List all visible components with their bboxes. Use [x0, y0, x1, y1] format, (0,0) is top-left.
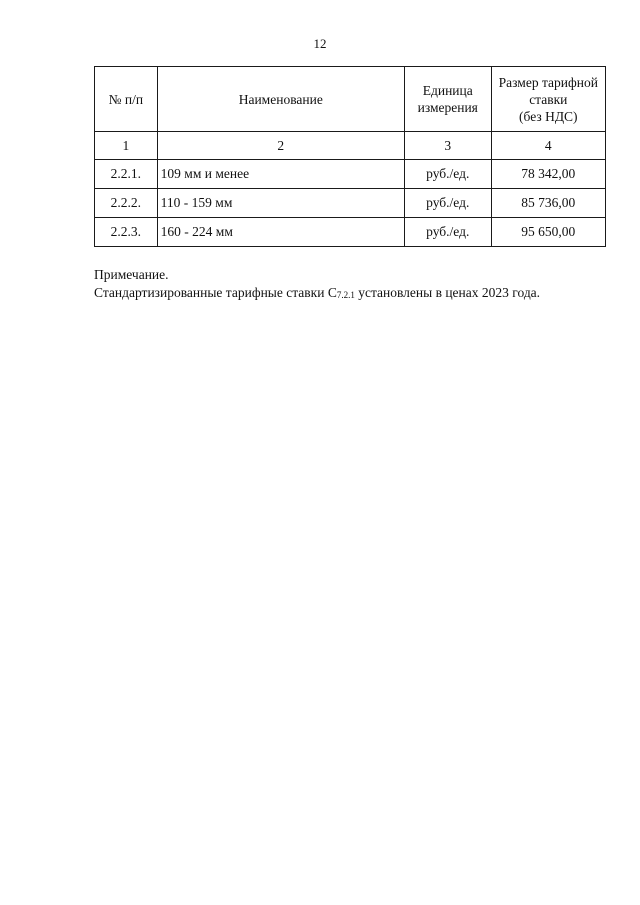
- row-name: 109 мм и менее: [157, 160, 404, 189]
- row-rate: 78 342,00: [491, 160, 605, 189]
- table-row: [95, 218, 606, 247]
- header-unit: [404, 67, 491, 132]
- table-row: [95, 189, 606, 218]
- header-unit-line1: Единица: [422, 83, 473, 98]
- table-header-row: [95, 67, 606, 132]
- row-unit: руб./ед.: [404, 160, 491, 189]
- row-num: 2.2.3.: [95, 218, 158, 247]
- row-num: 2.2.1.: [95, 160, 158, 189]
- column-number: 2: [157, 132, 404, 160]
- header-rate-line1: Размер тарифной: [498, 74, 598, 90]
- row-rate: 85 736,00: [491, 189, 605, 218]
- header-rate-line3: (без НДС): [519, 108, 578, 124]
- header-unit-line2: измерения: [417, 100, 478, 115]
- page-number: 12: [313, 36, 327, 51]
- note-block: [94, 266, 614, 304]
- row-unit: руб./ед.: [404, 189, 491, 218]
- column-number: 1: [95, 132, 158, 160]
- note-subscript: 7.2.1: [336, 290, 355, 300]
- tariff-table: [94, 66, 606, 247]
- header-name: Наименование: [157, 67, 404, 132]
- note-title: Примечание.: [94, 267, 169, 282]
- row-name: 160 - 224 мм: [157, 218, 404, 247]
- row-name: 110 - 159 мм: [157, 189, 404, 218]
- header-rate: [491, 67, 605, 132]
- row-num: 2.2.2.: [95, 189, 158, 218]
- row-rate: 95 650,00: [491, 218, 605, 247]
- note-text-end: установлены в ценах 2023 года.: [354, 285, 541, 300]
- column-number-row: [95, 132, 606, 160]
- column-number: 4: [491, 132, 605, 160]
- column-number: 3: [404, 132, 491, 160]
- header-num: № п/п: [95, 67, 158, 132]
- note-text: [94, 284, 614, 304]
- row-unit: руб./ед.: [404, 218, 491, 247]
- note-text-start: Стандартизированные тарифные ставки С: [94, 285, 337, 300]
- table-row: [95, 160, 606, 189]
- header-rate-line2: ставки: [529, 91, 568, 107]
